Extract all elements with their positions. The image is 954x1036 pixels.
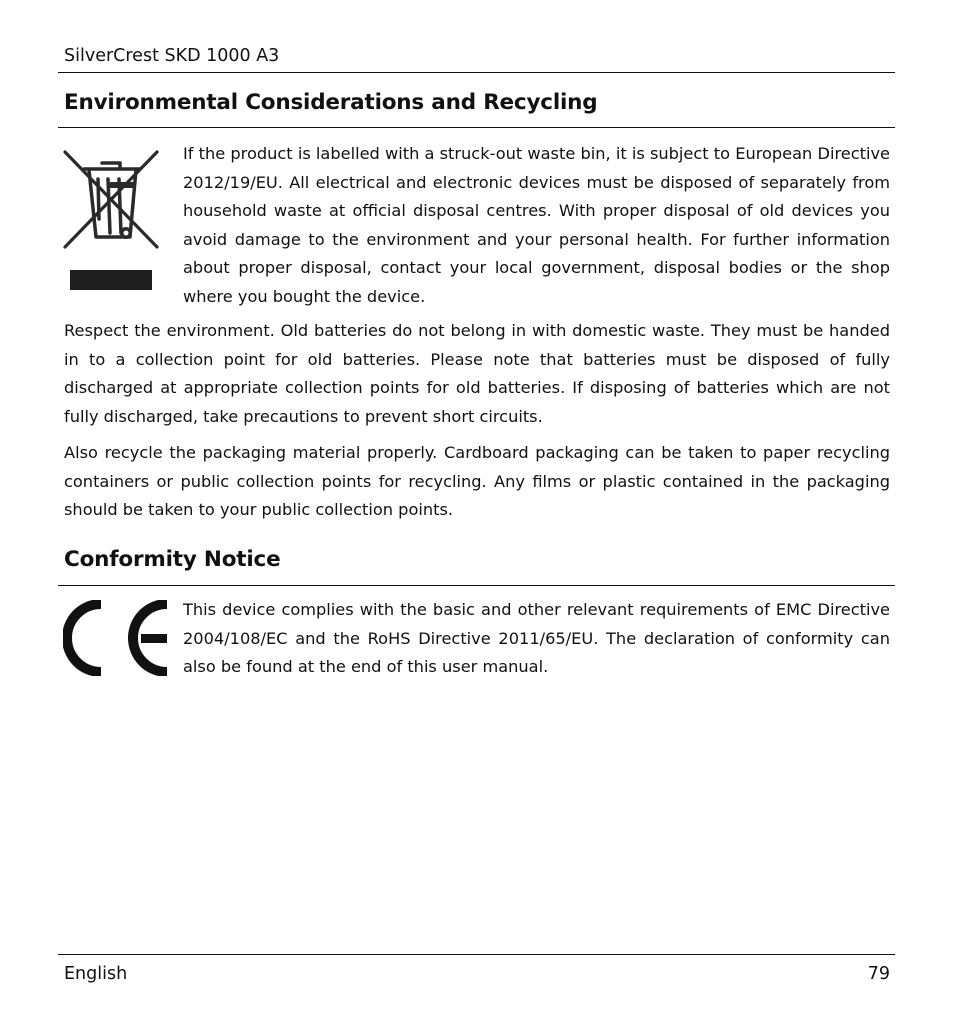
section-title-environment: Environmental Considerations and Recycling	[64, 90, 598, 115]
section-title-conformity: Conformity Notice	[64, 547, 281, 572]
packaging-paragraph: Also recycle the packaging material properly. Cardboard packaging can be taken to paper recycling containers or public collection points for recycling. Any films or plastic contained in the packaging should be taken to your public collection points.	[64, 443, 890, 519]
ce-mark-icon	[63, 600, 171, 676]
battery-paragraph: Respect the environment. Old batteries do not belong in with domestic waste. They must be handed in to a collection point for old batteries. Please note that batteries must be disposed of fully discharged at appropriate collection points for old batteries. If disposing of batteries which are not fully discharged, take precautions to prevent short circuits.	[64, 321, 890, 426]
page-number: 79	[867, 964, 890, 984]
section-divider-environment	[58, 127, 895, 128]
crossed-out-wheelie-bin-icon	[62, 149, 160, 294]
weee-paragraph: If the product is labelled with a struck-out waste bin, it is subject to European Directive 2012/19/EU. All electrical and electronic devices must be disposed of separately from household waste at official disposal centres. With proper disposal of old devices you avoid damage to the environment and your personal health. For further information about proper disposal, contact your local government, disposal bodies or the shop where you bought the device.	[183, 144, 890, 306]
header-divider	[58, 72, 895, 73]
footer-divider	[58, 954, 895, 955]
conformity-paragraph: This device complies with the basic and other relevant requirements of EMC Directive 2004/108/EC and the RoHS Directive 2011/65/EU. The declaration of conformity can also be found at the end of this user manual.	[183, 600, 890, 676]
footer-language: English	[64, 964, 128, 984]
section-divider-conformity	[58, 585, 895, 586]
page-header: SilverCrest SKD 1000 A3	[64, 46, 280, 66]
